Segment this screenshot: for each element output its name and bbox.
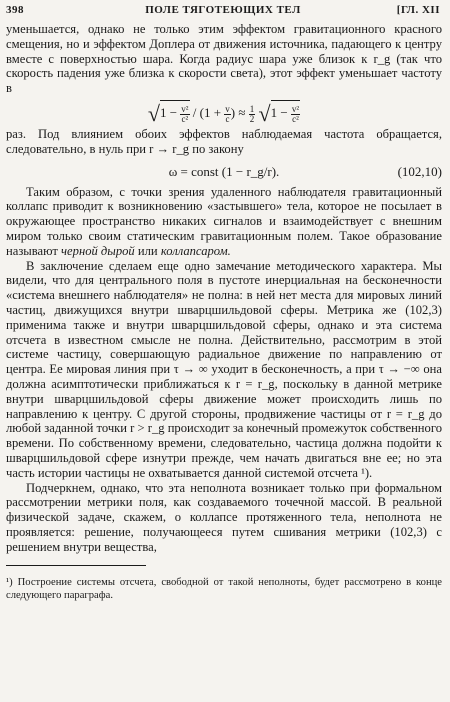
paragraph-4: В заключение сделаем еще одно замечание методического характера. Мы видели, что для центрального поля в пустоте инерциальная на бесконечности «система внешнего наблюдателя» не полна: в ней нет места для мировых линий частиц, движущихся внутри шварцшильдовой сферы. Метрика же (102,3) применима также и внутри шварцшильдовой сферы, однако и эта система отсчета в известном смысле не полна. Действительно, рассмотрим в этой системе частицу, совершающую радиальное движение по направлению от центра. Ее мировая линия при τ → ∞ уходит в бесконечность, а при τ → −∞ она должна асимптотически приближаться к r = r_g, поскольку в данной метрике внутри шварцшильдовой сферы движение может происходить лишь по направлению к центру. С другой стороны, продвижение частицы от r = r_g до любой заданной точки r > r_g происходит за конечный промежуток собственного времени. По собственному времени, следовательно, частица должна подойти к шварцшильдовой сфере изнутри прежде, чем начать двигаться вне ее; но эта часть истории частицы не охватывается данной системой отсчета ¹). (6, 258, 442, 480)
equation-number: (102,10) (397, 163, 442, 179)
equation-2 (6, 161, 442, 183)
paragraph-5: Подчеркнем, однако, что эта неполнота возникает только при формальном рассмотрении метрики поля, как создаваемого точечной массой. В реальной физической задаче, скажем, о коллапсе протяженного тела, неполнота не проявляется: решение, получающееся путем сшивания метрики (102,3) с решением внутри вещества, (6, 480, 442, 554)
term-black-hole: черной дырой (61, 243, 135, 258)
page-number: 398 (6, 4, 24, 16)
equation-2-text: ω = const (1 − r_g/r). (168, 163, 280, 179)
equation-1: √1 − $\frac{\text{v²}}{\text{c²}}$ / (1 + $\frac{v}{c}$ ) ≈ $\frac{1}{2}$ √1 − $\frac{\text{v²}}{\text{c²}}$ (147, 101, 300, 126)
paragraph-3: Таким образом, с точки зрения удаленного наблюдателя гравитационный коллапс приводит к возникновению «застывшего» тела, которое не посылает в окружающее пространство никаких сигналов и взаимодействует с внешним миром только своим статическим гравитационным полем. Такое образование называют черной дырой или коллапсаром. (6, 184, 442, 258)
running-title: ПОЛЕ ТЯГОТЕЮЩИХ ТЕЛ (145, 4, 301, 16)
footnote: ¹) Построение системы отсчета, свободной от такой неполноты, будет рассмотрено в конце следующего параграфа. (6, 577, 442, 602)
page-body (6, 22, 442, 613)
paragraph-2: раз. Под влиянием обоих эффектов наблюдаемая частота обращается, следовательно, в нуль при r → r_g по закону (6, 127, 442, 156)
footnote-rule (6, 565, 146, 566)
chapter-label: [ГЛ. XII (396, 4, 440, 16)
paragraph-1: уменьшается, однако не только этим эффектом гравитационного красного смещения, но и эффектом Доплера от движения источника, падающего к центру вместе с поверхностью шара. Когда радиус шара уже близок к r_g (так что скорость падения уже близка к скорости света), этот эффект уменьшает частоту в (6, 22, 442, 96)
term-collapsar: коллапсаром. (160, 243, 231, 258)
running-header (6, 4, 440, 22)
